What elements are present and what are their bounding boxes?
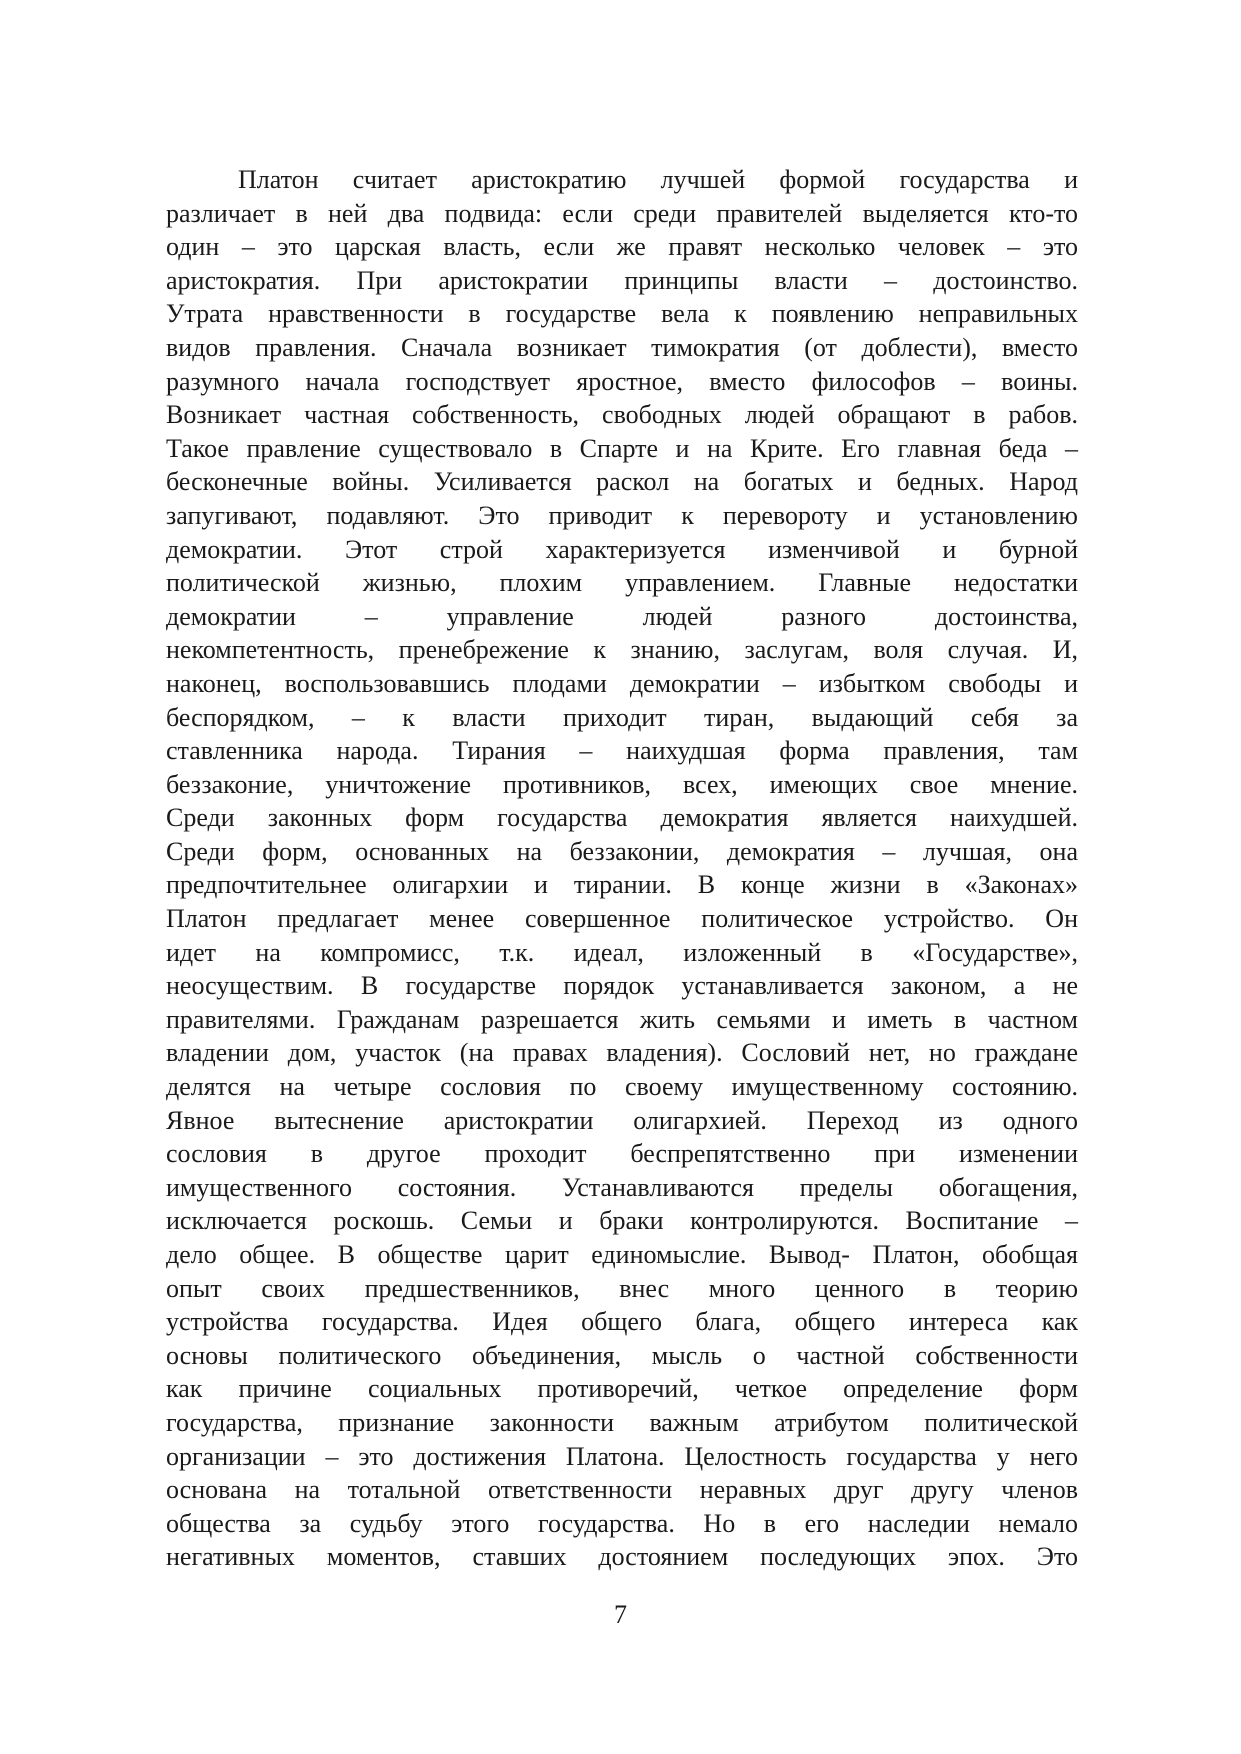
paragraph-line: беспорядком, – к власти приходит тиран, выдающий себя за bbox=[166, 702, 1078, 732]
paragraph-line: разумного начала господствует яростное, вместо философов – воины. bbox=[166, 366, 1078, 396]
paragraph-line: Платон считает аристократию лучшей формой государства и bbox=[238, 165, 1078, 194]
paragraph-line: сословия в другое проходит беспрепятственно при изменении bbox=[166, 1139, 1078, 1169]
paragraph-line: предпочтительнее олигархии и тирании. В конце жизни в «Законах» bbox=[166, 870, 1078, 900]
paragraph-line: дело общее. В обществе царит единомыслие. Вывод- Платон, обобщая bbox=[166, 1240, 1078, 1269]
paragraph-line: негативных моментов, ставших достоянием последующих эпох. Это bbox=[166, 1542, 1078, 1572]
paragraph-line: различает в ней два подвида: если среди правителей выделяется кто-то bbox=[166, 198, 1078, 228]
paragraph-line: беззаконие, уничтожение противников, всех, имеющих свое мнение. bbox=[166, 769, 1078, 799]
paragraph-line: Среди законных форм государства демократия является наихудшей. bbox=[166, 803, 1078, 833]
page-number: 7 bbox=[614, 1600, 627, 1629]
paragraph-line: делятся на четыре сословия по своему имущественному состоянию. bbox=[166, 1072, 1078, 1102]
paragraph-line: Платон предлагает менее совершенное политическое устройство. Он bbox=[166, 904, 1078, 934]
paragraph-line: демократии – управление людей разного достоинства, bbox=[166, 601, 1078, 631]
paragraph-line: Возникает частная собственность, свободных людей обращают в рабов. bbox=[166, 400, 1078, 430]
paragraph-line: ставленника народа. Тирания – наихудшая форма правления, там bbox=[166, 736, 1078, 766]
paragraph-line: владении дом, участок (на правах владения). Сословий нет, но граждане bbox=[166, 1038, 1078, 1068]
paragraph-line: Такое правление существовало в Спарте и на Крите. Его главная беда – bbox=[166, 433, 1078, 463]
paragraph-line: имущественного состояния. Устанавливаются пределы обогащения, bbox=[166, 1172, 1078, 1202]
paragraph-line: как причине социальных противоречий, четкое определение форм bbox=[166, 1374, 1078, 1404]
paragraph-line: видов правления. Сначала возникает тимократия (от доблести), вместо bbox=[166, 332, 1078, 362]
paragraph-line: основана на тотальной ответственности неравных друг другу членов bbox=[166, 1475, 1078, 1505]
paragraph-line: основы политического объединения, мысль о частной собственности bbox=[166, 1340, 1078, 1370]
paragraph-line: общества за судьбу этого государства. Но в его наследии немало bbox=[166, 1508, 1078, 1538]
paragraph-line: организации – это достижения Платона. Целостность государства у него bbox=[166, 1441, 1078, 1471]
paragraph-line: исключается роскошь. Семьи и браки контролируются. Воспитание – bbox=[166, 1206, 1078, 1236]
paragraph-line: государства, признание законности важным атрибутом политической bbox=[166, 1407, 1078, 1437]
paragraph-line: идет на компромисс, т.к. идеал, изложенный в «Государстве», bbox=[166, 937, 1078, 967]
paragraph-line: демократии. Этот строй характеризуется изменчивой и бурной bbox=[166, 534, 1078, 564]
paragraph-line: правителями. Гражданам разрешается жить семьями и иметь в частном bbox=[166, 1004, 1078, 1034]
paragraph-line: аристократия. При аристократии принципы власти – достоинство. bbox=[166, 265, 1078, 295]
paragraph-line: наконец, воспользовавшись плодами демократии – избытком свободы и bbox=[166, 668, 1078, 698]
paragraph-line: устройства государства. Идея общего блага, общего интереса как bbox=[166, 1307, 1078, 1337]
paragraph-line: Среди форм, основанных на беззаконии, демократия – лучшая, она bbox=[166, 836, 1078, 866]
paragraph-line: опыт своих предшественников, внес много ценного в теорию bbox=[166, 1273, 1078, 1303]
body-paragraph bbox=[166, 163, 1078, 1574]
paragraph-line: некомпетентность, пренебрежение к знанию, заслугам, воля случая. И, bbox=[166, 635, 1078, 665]
paragraph-line: Утрата нравственности в государстве вела к появлению неправильных bbox=[166, 299, 1078, 329]
paragraph-line: запугивают, подавляют. Это приводит к перевороту и установлению bbox=[166, 500, 1078, 530]
paragraph-line: бесконечные войны. Усиливается раскол на богатых и бедных. Народ bbox=[166, 467, 1078, 497]
paragraph-line: политической жизнью, плохим управлением. Главные недостатки bbox=[166, 568, 1078, 598]
paragraph-line: Явное вытеснение аристократии олигархией. Переход из одного bbox=[166, 1105, 1078, 1135]
paragraph-line: один – это царская власть, если же правят несколько человек – это bbox=[166, 232, 1078, 262]
paragraph-line: неосуществим. В государстве порядок устанавливается законом, а не bbox=[166, 971, 1078, 1001]
